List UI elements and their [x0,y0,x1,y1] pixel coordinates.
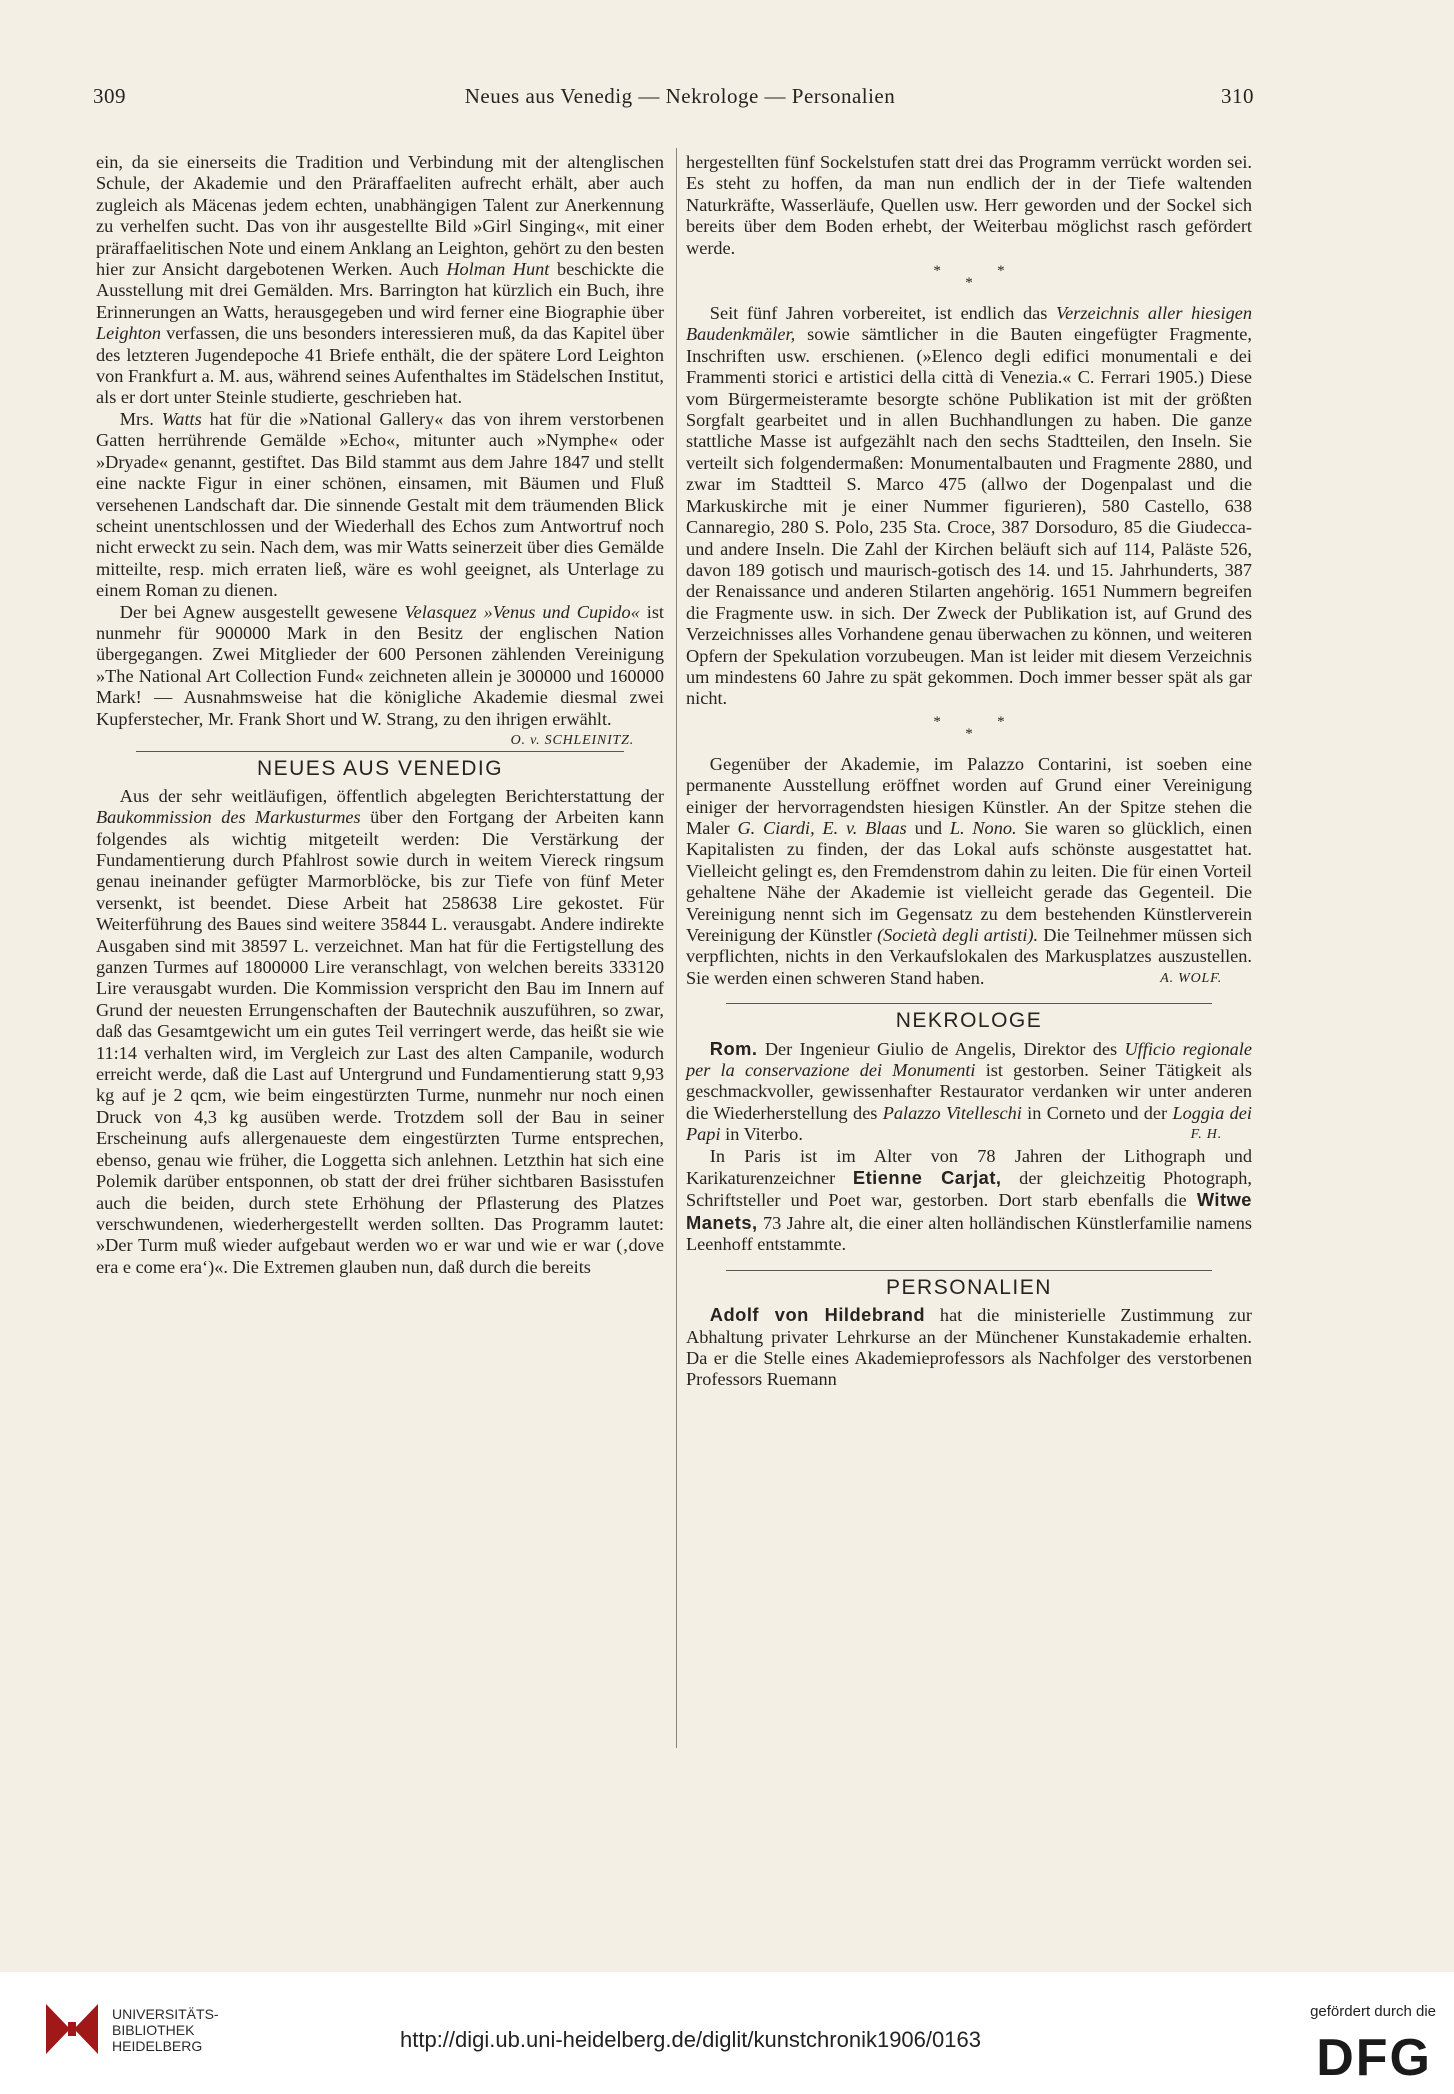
paragraph: Adolf von Hildebrand hat die ministerielle Zustimmung zur Abhaltung privater Lehrkurse an der Münchener Kunstakademie erhalten. Da er die Stelle eines Akademieprofessors als Nachfolger des verstorbenen Professors Ruemann [686,1304,1252,1390]
paragraph: hergestellten fünf Sockelstufen statt drei das Programm verrückt worden sei. Es steht zu hoffen, da man nun endlich der in der Tiefe waltenden Naturkräfte, Wasserläufe, Quellen usw. Herr geworden und der Sockel sich bereits über dem Boden erhebt, der Weiterbau möglichst rasch gefördert werde. [686,152,1252,258]
paragraph: ein, da sie einerseits die Tradition und Verbindung mit der altenglischen Schule, der Akademie und den Präraffaeliten aufrecht erhält, aber auch zugleich als Mäcenas jedem echten, unabhängigen Talent zur Anerkennung zu verhelfen sucht. Das von ihr ausgestellte Bild »Girl Singing«, mit einer präraffaelitischen Note und einem Anklang an Leighton, gehört zu den besten hier zur Ansicht dargebotenen Werken. Auch Holman Hunt beschickte die Ausstellung mit drei Gemälden. Mrs. Barrington hat kürzlich ein Buch, ihre Erinnerungen an Watts, herausgegeben und wird ferner eine Biographie über Leighton verfassen, die uns besonders interessieren muß, da das Kapitel über des letzteren Jugendepoche 41 Briefe enthält, die der spätere Lord Leighton von Frankfurt a. M. aus, während seines Aufenthaltes im Städelschen Institut, als er dort unter Steinle studierte, geschrieben hat. [96,152,664,408]
footer-bar [0,1972,1454,2094]
section-rule [136,751,624,752]
right-column [686,152,1252,1391]
section-heading: NEUES AUS VENEDIG [256,757,504,781]
paragraph: Mrs. Watts hat für die »National Gallery« das von ihrem verstorbenen Gatten herrührende Gemälde »Echo«, mitunter auch »Nymphe« oder »Dryade« genannt, gestiftet. Das Bild stammt aus dem Jahre 1847 und stellt eine nackte Figur in einer schönen, einsamen, mit Bäumen und Fluß versehenen Landschaft dar. Die sinnende Gestalt mit dem träumenden Blick scheint unentschlossen und der Wiederhall des Echos zum Antwortruf noch nicht erweckt zu sein. Nach dem, was mir Watts seinerzeit über dies Gemälde mitteilte, resp. mich erraten ließ, wäre es wohl geeignet, als Unterlage zu einem Roman zu dienen. [96,408,664,601]
section-heading: PERSONALIEN [886,1275,1052,1299]
section-heading: NEKROLOGE [895,1009,1043,1033]
paragraph: Der bei Agnew ausgestellt gewesene Velasquez »Venus und Cupido« ist nunmehr für 900000 Mark in den Besitz der englischen Nation übergegangen. Zwei Mitglieder der 600 Personen zählenden Vereinigung »The National Art Collection Fund« zeichneten allein je 300000 und 160000 Mark! — Ausnahmsweise hat die königliche Akademie diesmal zwei Kupferstecher, Mr. Frank Short und W. Strang, zu den ihrigen erwählt. O. v. SCHLEINITZ. [96,602,664,730]
running-title: Neues aus Venedig — Nekrologe — Personalien [464,84,896,108]
author-signature: A. WOLF. [1160,970,1222,986]
library-name: UNIVERSITÄTS- BIBLIOTHEK HEIDELBERG [112,2006,219,2054]
section-rule [726,1003,1212,1004]
paragraph: Gegenüber der Akademie, im Palazzo Contarini, ist soeben eine permanente Ausstellung eröffnet worden auf Grund einer Vereinigung einiger der hervorragendsten hiesigen Künstler. An der Spitze stehen die Maler G. Ciardi, E. v. Blaas und L. Nono. Sie waren so glücklich, einen Kapitalisten zu finden, der das Lokal aufs schönste ausgestattet hat. Vielleicht gelingt es, den Fremdenstrom dahin zu leiten. Die für einen Vorteil gehaltene Nähe der Akademie ist vielleicht gerade das Gegenteil. Die Vereinigung nennt sich im Gegensatz zu dem bestehenden Künstlerverein Vereinigung der Künstler (Società degli artisti). Die Teilnehmer müssen sich verpflichten, nichts in den Verkaufslokalen des Markusplatzes auszustellen. Sie werden einen schweren Stand haben. A. WOLF. [686,753,1253,988]
section-stars: * * * [933,263,1005,292]
page-number-left: 309 [93,84,126,108]
dfg-logo: DFG [1316,2029,1432,2087]
source-url-link[interactable]: http://digi.ub.uni-heidelberg.de/diglit/kunstchronik1906/0163 [400,2027,981,2052]
section-stars: * * * [933,713,1005,742]
author-signature: F. H. [1190,1127,1222,1143]
author-signature: O. v. SCHLEINITZ. [510,732,634,748]
paragraph: Aus der sehr weitläufigen, öffentlich abgelegten Berichterstattung der Baukommission des Markusturmes über den Fortgang der Arbeiten kann folgendes als wichtig mitgeteilt werden: Die Verstärkung der Fundamentierung durch Pfahlrost sowie durch in weitem Viereck ringsum genau ineinander gefügter Marmorblöcke, bis zur Tiefe von fünf Meter versenkt, ist beendet. Diese Arbeit hat 258638 Lire gekostet. Für Weiterführung des Baues sind weitere 35844 L. verausgabt. Andere indirekte Ausgaben sind mit 38597 L. verzeichnet. Man hat für die Fertigstellung des ganzen Turmes auf 1800000 Lire veranschlagt, von welchen bereits 333120 Lire verausgabt wurden. Die Kommission verspricht den Bau im Innern auf Grund der neuesten Errungenschaften der Bautechnik auszuführen, so zwar, daß das Gesamtgewicht um ein gutes Teil verringert werde, das heißt sie wie 11:14 verhalten wird, im Vergleich zur Last des alten Campanile, wodurch erreicht werde, daß die Last auf Untergrund und Fundamentierung statt 9,93 kg auf je 2 qcm, wie beim eingestürzten Turme, nunmehr nur noch einen Druck von 4,3 kg ausüben werde. Trotzdem soll der Bau in seiner Erscheinung aufs allergenaueste dem eingestürzten Turme entsprechen, ebenso, genau wie früher, die Loggetta sich anlehnen. Letzthin hat sich eine Polemik darüber entsponnen, ob statt der drei früher sichtbaren Basisstufen auch die beiden, durch stete Erhöhung der Pflasterung des Platzes verschwundenen, wiederhergestellt werden sollten. Das Programm lautet: »Der Turm muß wieder aufgebaut werden wo er war und wie er war (‚dove era e come era‘)«. Die Extremen glauben nun, daß durch die bereits [96,785,664,1277]
left-column [96,152,664,1278]
section-rule [726,1270,1212,1271]
page-number-right: 310 [1221,84,1254,108]
column-divider [676,148,677,1748]
university-library-logo-icon [44,2002,100,2056]
paragraph: Seit fünf Jahren vorbereitet, ist endlich das Verzeichnis aller hiesigen Baudenkmäler, sowie sämtlicher in die Bauten eingefügter Fragmente, Inschriften usw. erschienen. (»Elenco degli edifici monumentali e dei Frammenti storici e artistici della città di Venezia.« C. Ferrari 1905.) Diese vom Bürgermeisteramte besorgte schöne Publikation ist mit der größten Sorgfalt gearbeitet und in allen Buchhandlungen zu haben. Die ganze stattliche Masse ist aufgezählt nach den sechs Stadtteilen, den Inseln. Sie verteilt sich folgendermaßen: Monumentalbauten und Fragmente 2880, und zwar im Stadtteil S. Marco 475 (allwo der Dogenpalast und die Markuskirche mit je einer Nummer figurieren), 580 Castello, 638 Cannaregio, 280 S. Polo, 235 Sta. Croce, 387 Dorsoduro, 85 die Giudecca- und andere Inseln. Die Zahl der Kirchen beläuft sich auf 114, Paläste 526, davon 189 gotisch und maurisch-gotisch des 14. und 15. Jahrhunderts, 387 der Renaissance und anderen Stilarten angehörig. 1651 Nummern begreifen die Fragmente usw. in sich. Der Zweck der Publikation ist, auf Grund des Verzeichnisses alles Vorhandene genau überwachen zu können, und weiteren Opfern der Spekulation vorzubeugen. Man ist leider mit diesem Verzeichnis um mindestens 60 Jahre zu spät gekommen. Doch immer besser spät als gar nicht. [686,303,1252,709]
paragraph: Rom. Der Ingenieur Giulio de Angelis, Direktor des Ufficio regionale per la conservazione dei Monumenti ist gestorben. Seiner Tätigkeit als geschmackvoller, gewissenhafter Restaurator verdanken wir unter anderen die Wiederherstellung des Palazzo Vitelleschi in Corneto und der Loggia dei Papi in Viterbo. F. H. [686,1037,1252,1145]
paragraph: In Paris ist im Alter von 78 Jahren der Lithograph und Karikaturenzeichner Etienne Carjat, der gleichzeitig Photograph, Schriftsteller und Poet war, gestorben. Dort starb ebenfalls die Witwe Manets, 73 Jahre alt, die einer alten holländischen Künstlerfamilie namens Leenhoff entstammte. [686,1145,1252,1255]
funding-note: gefördert durch die [1310,2003,1436,2020]
